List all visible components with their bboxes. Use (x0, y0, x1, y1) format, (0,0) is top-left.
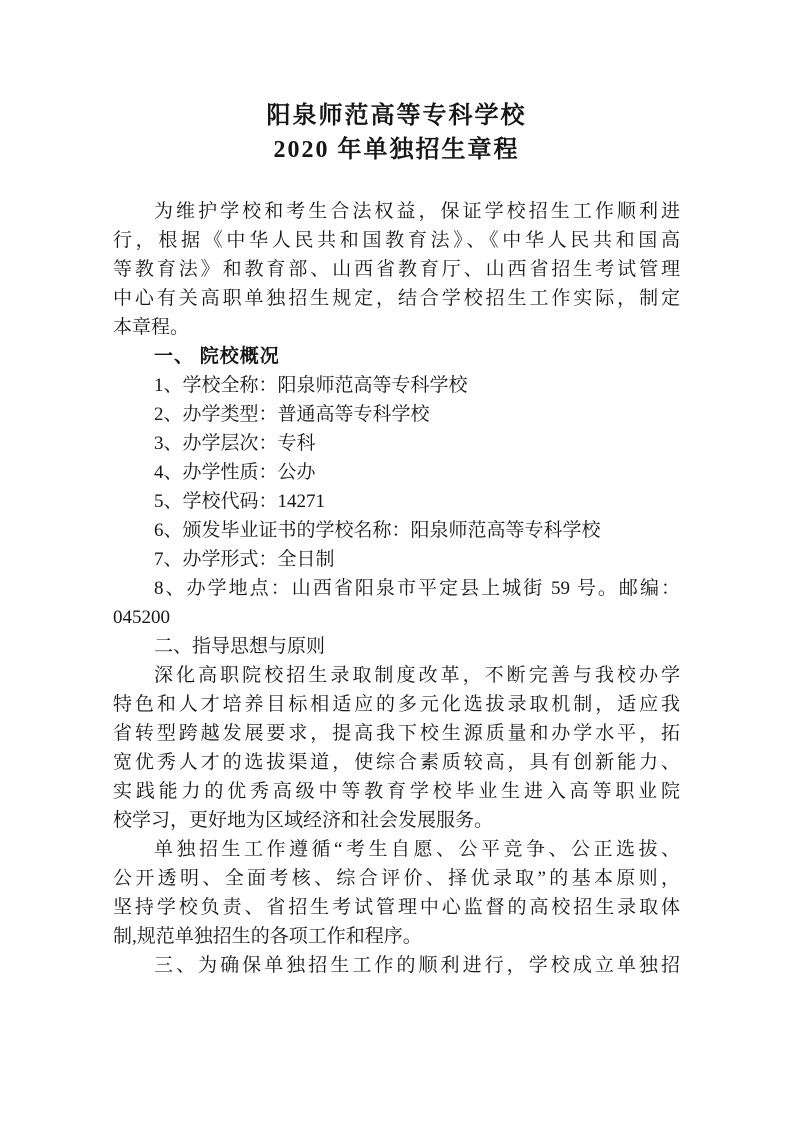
overview-item-postcode: 045200 (113, 607, 170, 628)
text-line: 校学习，更好地为区域经济和社会发展服务。 (113, 810, 494, 831)
text-line: 宽优秀人才的选拔渠道，使综合素质较高，具有创新能力、 (113, 752, 680, 773)
text-line: 行，根据《中华人民共和国教育法》、《中华人民共和国高 (113, 230, 680, 251)
overview-item-school-type: 2、办学类型：普通高等专科学校 (154, 404, 430, 425)
intro-paragraph (113, 197, 680, 342)
section1-heading: 一、 院校概况 (154, 346, 280, 367)
text-line: 坚持学校负责、省招生考试管理中心监督的高校招生录取体 (113, 897, 680, 918)
document-title (113, 99, 680, 167)
overview-list (113, 371, 680, 632)
title-line-1: 阳泉师范高等专科学校 (266, 103, 527, 129)
overview-item-school-code: 5、学校代码：14271 (154, 491, 326, 512)
text-line: 公开透明、全面考核、综合评价、择优录取”的基本原则， (113, 868, 680, 889)
text-line: 等教育法》和教育部、山西省教育厅、山西省招生考试管理 (113, 259, 680, 280)
overview-item-ownership: 4、办学性质：公办 (154, 462, 316, 483)
document-content (113, 99, 680, 980)
text-line: 单独招生工作遵循“考生自愿、公平竞争、公正选拔、 (154, 839, 680, 860)
text-line: 三、为确保单独招生工作的顺利进行，学校成立单独招 (154, 955, 680, 976)
text-line: 中心有关高职单独招生规定，结合学校招生工作实际，制定 (113, 288, 680, 309)
text-line: 省转型跨越发展要求，提高我下校生源质量和办学水平，拓 (113, 723, 680, 744)
overview-item-diploma-name: 6、颁发毕业证书的学校名称：阳泉师范高等专科学校 (154, 520, 601, 541)
section2-paragraph-1 (113, 661, 680, 835)
overview-item-address: 8、办学地点：山西省阳泉市平定县上城街 59 号。邮编： (154, 578, 680, 599)
text-line: 为维护学校和考生合法权益，保证学校招生工作顺利进 (154, 201, 680, 222)
title-line-2: 2020 年单独招生章程 (273, 137, 520, 163)
text-line: 深化高职院校招生录取制度改革，不断完善与我校办学 (154, 665, 680, 686)
overview-item-study-mode: 7、办学形式：全日制 (154, 549, 335, 570)
text-line: 特色和人才培养目标相适应的多元化选拔录取机制，适应我 (113, 694, 680, 715)
text-line: 本章程。 (113, 317, 190, 338)
section2-heading: 二、指导思想与原则 (154, 636, 326, 657)
section3-paragraph (113, 951, 680, 980)
section2-paragraph-2 (113, 835, 680, 951)
overview-item-level: 3、办学层次：专科 (154, 433, 316, 454)
text-line: 制,规范单独招生的各项工作和程序。 (113, 926, 422, 947)
text-line: 实践能力的优秀高级中等教育学校毕业生进入高等职业院 (113, 781, 680, 802)
overview-item-school-name: 1、学校全称：阳泉师范高等专科学校 (154, 375, 468, 396)
